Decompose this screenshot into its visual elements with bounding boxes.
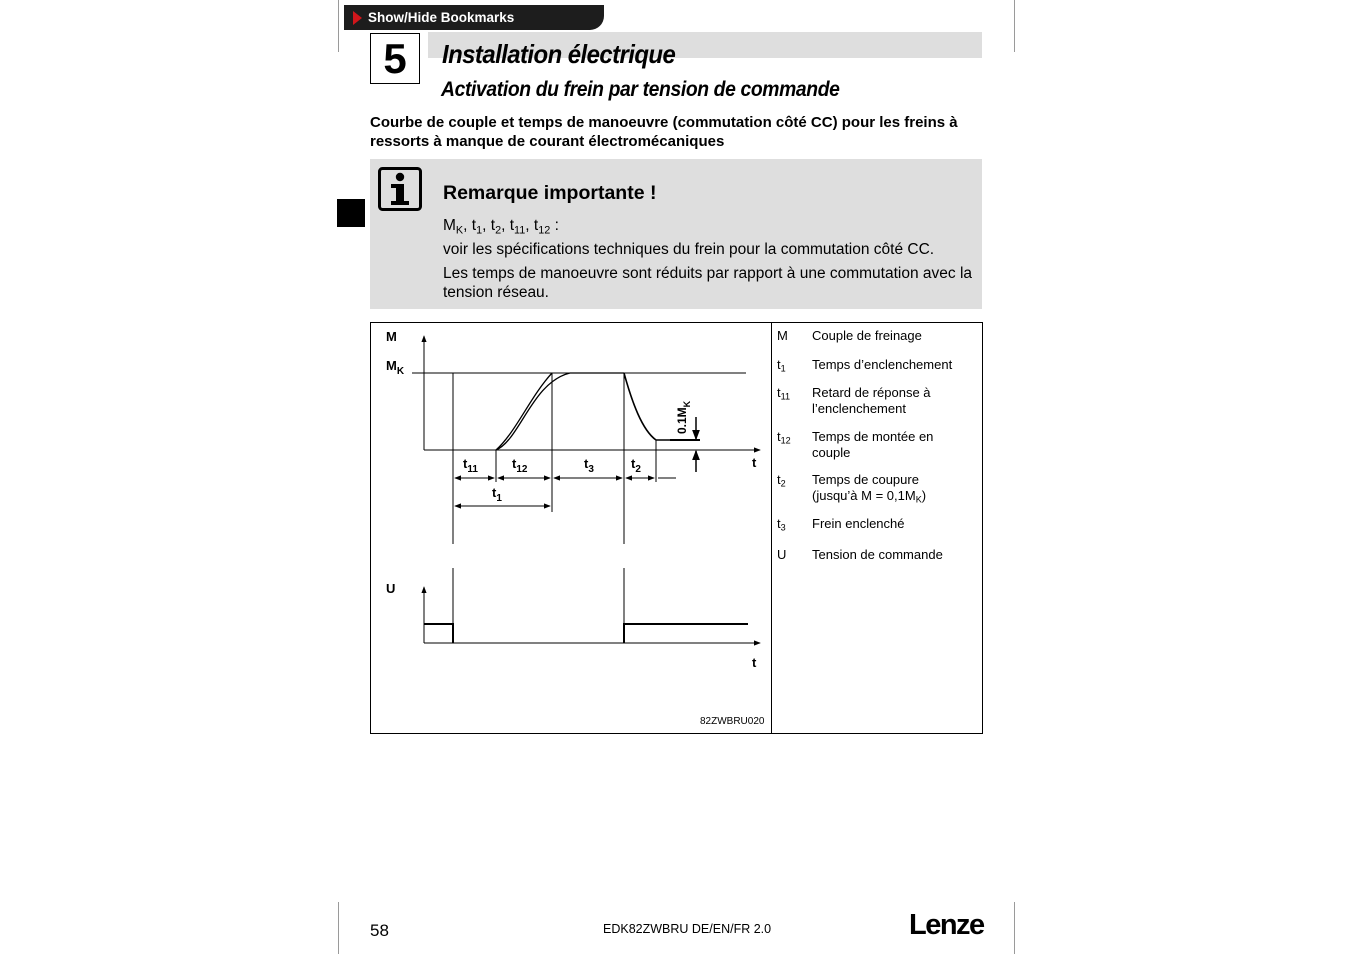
legend-symbol: $t_{12}$ bbox=[777, 429, 791, 446]
t-axis-top-label: t bbox=[752, 455, 757, 470]
chapter-number: 5 bbox=[370, 33, 420, 84]
crop-mark bbox=[338, 0, 339, 52]
note-symbols: $M_K$, $t_1$, $t_2$, $t_{11}$, $t_{12}$ : bbox=[443, 217, 559, 237]
t-axis-bottom-label: t bbox=[752, 655, 757, 670]
legend-symbol: U bbox=[777, 547, 787, 562]
triangle-right-icon bbox=[353, 11, 362, 25]
t3-label: $t_3$ bbox=[584, 456, 594, 475]
show-hide-bookmarks-label: Show/Hide Bookmarks bbox=[368, 10, 515, 25]
section-heading: Courbe de couple et temps de manoeuvre (commutation côté CC) pour les freins à ressorts à manque de courant électromécaniques bbox=[370, 114, 958, 150]
legend-text: Temps de coupure (jusqu’à $M = 0,1M_K$) bbox=[812, 472, 927, 505]
page-number: 58 bbox=[370, 921, 389, 940]
legend-symbol: $t_{11}$ bbox=[777, 385, 791, 402]
figure-divider bbox=[771, 322, 772, 734]
note-title: Remarque importante ! bbox=[443, 182, 657, 204]
page-subtitle: Activation du frein par tension de commande bbox=[441, 78, 840, 101]
t1-label: $t_1$ bbox=[492, 485, 502, 504]
note-line-2: voir les spécifications techniques du frein pour la commutation côté CC. bbox=[443, 241, 935, 258]
mk-ten-pct-label: $0.1M_K$ bbox=[675, 400, 692, 434]
lenze-logo: Lenze bbox=[909, 909, 984, 941]
legend-text: Temps d’enclenchement bbox=[812, 357, 953, 372]
crop-mark bbox=[1014, 902, 1015, 954]
legend-text: Couple de freinage bbox=[812, 328, 922, 343]
u-signal-on bbox=[424, 624, 453, 643]
legend-symbol: $t_2$ bbox=[777, 472, 786, 489]
info-icon bbox=[378, 167, 422, 211]
m-axis-label: M bbox=[386, 329, 397, 344]
legend-text: Retard de réponse à l’enclenchement bbox=[812, 385, 931, 416]
margin-marker bbox=[337, 199, 365, 227]
legend-symbol: $t_3$ bbox=[777, 516, 786, 533]
t12-label: $t_{12}$ bbox=[512, 456, 528, 475]
torque-curve bbox=[496, 373, 552, 450]
legend-symbol: M bbox=[777, 328, 788, 343]
torque-timing-diagram bbox=[370, 322, 771, 734]
figure-reference: 82ZWBRU020 bbox=[700, 716, 765, 727]
legend-text: Frein enclenché bbox=[812, 516, 905, 531]
page-title: Installation électrique bbox=[442, 39, 676, 69]
crop-mark bbox=[1014, 0, 1015, 52]
show-hide-bookmarks-button[interactable] bbox=[344, 5, 604, 30]
t11-label: $t_{11}$ bbox=[463, 456, 478, 475]
u-axis-label: U bbox=[386, 581, 396, 596]
note-line-3: Les temps de manoeuvre sont réduits par rapport à une commutation avec la tension réseau. bbox=[443, 265, 973, 301]
mk-label: $M_K$ bbox=[386, 358, 405, 377]
legend-text: Temps de montée en couple bbox=[812, 429, 934, 460]
legend-symbol: $t_1$ bbox=[777, 357, 786, 374]
legend-text: Tension de commande bbox=[812, 547, 943, 562]
document-id: EDK82ZWBRU DE/EN/FR 2.0 bbox=[603, 922, 772, 936]
torque-curve-2 bbox=[496, 373, 624, 450]
u-signal-on-2 bbox=[624, 624, 748, 643]
t2-label: $t_2$ bbox=[631, 456, 641, 475]
crop-mark bbox=[338, 902, 339, 954]
